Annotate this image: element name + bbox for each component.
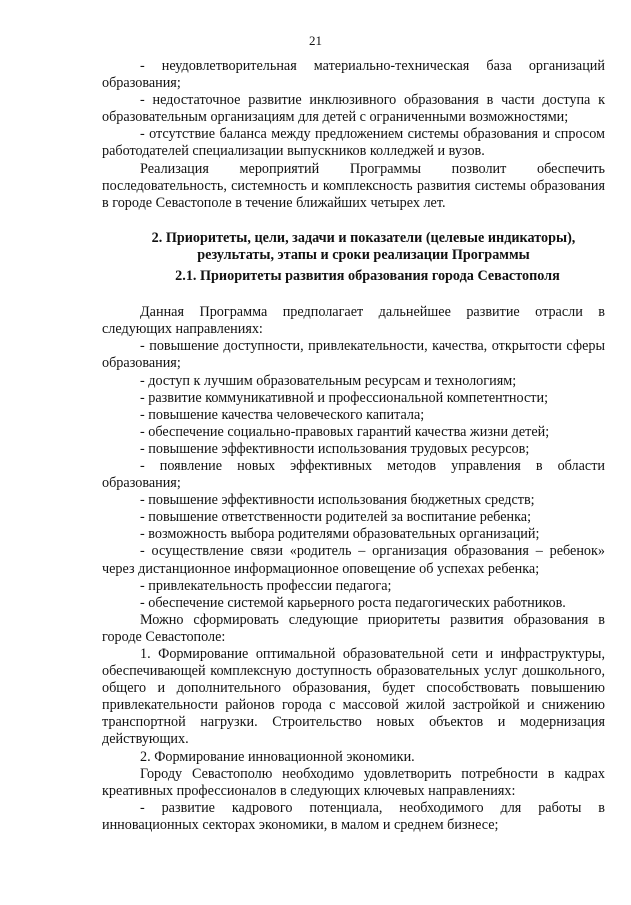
document-body [102, 58, 605, 834]
paragraph: - отсутствие баланса между предложением системы образования и спросом работодателей специализации выпускников колледжей и вузов. [102, 126, 605, 160]
list-item: - повышение эффективности использования трудовых ресурсов; [140, 440, 530, 457]
list-item: - появление новых эффективных методов управления в области образования; [102, 457, 605, 492]
paragraph: Реализация мероприятий Программы позволит обеспечить последовательность, системность и комплексность развития системы образования в городе Севастополе в течение ближайших четырех лет. [102, 160, 605, 211]
paragraph: 1. Формирование оптимальной образовательной сети и инфраструктуры, обеспечивающей комплексную доступность образовательных услуг дошкольного, общего и дополнительного образования, будет способствовать повышению привлекательности районов города с массовой жилой застройкой и снижению транспортной нагрузки. Строительство новых объектов и модернизация действующих. [102, 646, 605, 748]
list-item: - повышение доступности, привлекательности, качества, открытости сферы образования; [102, 338, 605, 372]
section-heading: 2. Приоритеты, цели, задачи и показатели (целевые индикаторы), результаты, этапы и сроки реализации Программы [151, 229, 576, 263]
subsection-heading: 2.1. Приоритеты развития образования города Севастополя [175, 268, 560, 285]
list-item: - развитие кадрового потенциала, необходимого для работы в инновационных секторах экономики, в малом и среднем бизнесе; [102, 799, 605, 833]
paragraph: Городу Севастополю необходимо удовлетворить потребности в кадрах креативных профессионалов в следующих ключевых направлениях: [102, 765, 605, 799]
paragraph: Можно сформировать следующие приоритеты развития образования в городе Севастополе: [102, 611, 605, 645]
list-item: - повышение качества человеческого капитала; [140, 406, 425, 423]
paragraph: - неудовлетворительная материально-техническая база организаций образования; [102, 58, 605, 92]
paragraph: - недостаточное развитие инклюзивного образования в части доступа к образовательным организациям для детей с ограниченными возможностями; [102, 92, 605, 126]
paragraph: Данная Программа предполагает дальнейшее развитие отрасли в следующих направлениях: [102, 304, 605, 338]
page-number: 21 [309, 33, 322, 48]
paragraph: 2. Формирование инновационной экономики. [140, 748, 415, 765]
list-item: - осуществление связи «родитель – организация образования – ребенок» через дистанционное информационное оповещение об успехах ребенка; [102, 543, 605, 577]
list-item: - повышение ответственности родителей за воспитание ребенка; [140, 509, 532, 526]
list-item: - доступ к лучшим образовательным ресурсам и технологиям; [140, 372, 517, 389]
list-item: - развитие коммуникативной и профессиональной компетентности; [140, 389, 549, 406]
list-item: - возможность выбора родителями образовательных организаций; [140, 526, 540, 543]
list-item: - привлекательность профессии педагога; [140, 577, 392, 594]
list-item: - обеспечение социально-правовых гарантий качества жизни детей; [140, 423, 550, 440]
list-item: - обеспечение системой карьерного роста педагогических работников. [140, 594, 566, 611]
list-item: - повышение эффективности использования бюджетных средств; [140, 492, 535, 509]
